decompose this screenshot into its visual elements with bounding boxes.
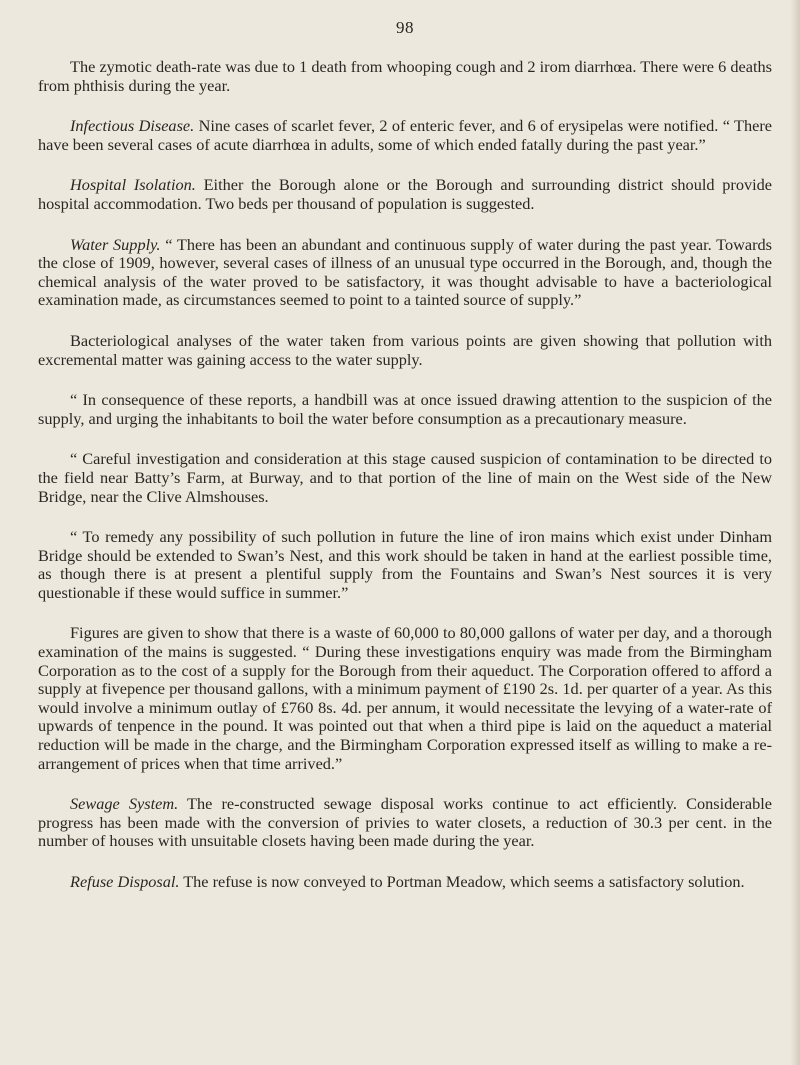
paragraph-careful-investigation (38, 450, 772, 506)
paragraph-heading: Hospital Isolation. (70, 175, 196, 195)
paragraph-text: The zymotic death-rate was due to 1 death from whooping cough and 2 irom diarrhœa. There were 6 deaths from phthisis during the year. (38, 57, 772, 95)
paragraph-heading: Infectious Disease. (70, 116, 195, 136)
paragraph-zymotic-death-rate (38, 58, 772, 95)
paragraph-sewage-system (38, 795, 772, 851)
paragraph-bacteriological-analyses (38, 332, 772, 369)
paragraph-text: The re-constructed sewage disposal works continue to act efficiently. Considerable progress has been made with the conversion of privies to water closets, a reduction of 30.3 per cent. in the number of houses with unsuitable closets having been made during the year. (38, 794, 772, 851)
paragraph-water-waste-figures (38, 624, 772, 773)
paragraph-text: Either the Borough alone or the Borough and surrounding district should provide hospital accommodation. Two beds per thousand of population is suggested. (38, 175, 773, 213)
paragraph-hospital-isolation (38, 176, 772, 213)
paragraph-text: Bacteriological analyses of the water taken from various points are given showing that pollution with excremental matter was gaining access to the water supply. (38, 330, 772, 369)
paragraph-heading: Refuse Disposal. (70, 872, 180, 891)
paragraph-text: “ In consequence of these reports, a handbill was at once issued drawing attention to the suspicion of the supply, and urging the inhabitants to boil the water before consumption as a precautionary measure. (38, 390, 772, 428)
paragraph-text: Nine cases of scarlet fever, 2 of enteric fever, and 6 of erysipelas were notified. “ There have been several cases of acute diarrhœa in adults, some of which ended fatally during the past year.” (38, 116, 772, 154)
paragraph-heading: Water Supply. (70, 234, 161, 254)
paragraph-text: Figures are given to show that there is a waste of 60,000 to 80,000 gallons of water per day, and a thorough examination of the mains is suggested. “ During these investigations enquiry was made from the Birmingham Corporation as to the cost of a supply for the Borough from their aqueduct. The Corporation offered to afford a supply at fivepence per thousand gallons, with a minimum payment of £190 2s. 1d. per quarter of a year. As this would involve a minimum outlay of £760 8s. 4d. per annum, it would necessitate the levying of a water-rate of upwards of tenpence in the pound. It was pointed out that when a third pipe is laid on the aqueduct a material reduction will be made in the charge, and the Birmingham Corporation expressed itself as willing to make a re-arrangement of prices when that time arrived.” (38, 623, 772, 773)
paragraph-heading: Sewage System. (70, 794, 179, 814)
paragraph-text: “ There has been an abundant and continuous supply of water during the past year. Towards the close of 1909, however, several cases of illness of an unusual type occurred in the Borough, and, though the chemical analysis of the water proved to be satisfactory, it was thought advisable to have a bacteriological examination made, as circumstances seemed to point to a tainted source of supply.” (38, 234, 772, 310)
paragraph-handbill (38, 391, 772, 428)
paragraph-water-supply (38, 236, 772, 310)
paragraph-text: “ To remedy any possibility of such pollution in future the line of iron mains which exist under Dinham Bridge should be extended to Swan’s Nest, and this work should be taken in hand at the earliest possible time, as though there is at present a plentiful supply from the Fountains and Swan’s Nest sources it is very questionable if these would suffice in summer.” (38, 527, 772, 602)
paragraph-text: The refuse is now conveyed to Portman Meadow, which seems a satisfactory solution. (179, 872, 745, 891)
page-number: 98 (396, 18, 414, 37)
paragraph-infectious-disease (38, 117, 772, 154)
paragraph-refuse-disposal (38, 873, 772, 892)
paragraph-remedy-pollution (38, 528, 772, 602)
paragraph-text: “ Careful investigation and consideration at this stage caused suspicion of contamination to be directed to the field near Batty’s Farm, at Burway, and to that portion of the line of main on the West side of the New Bridge, near the Clive Almshouses. (38, 449, 772, 506)
page-edge-shadow (790, 0, 800, 1065)
